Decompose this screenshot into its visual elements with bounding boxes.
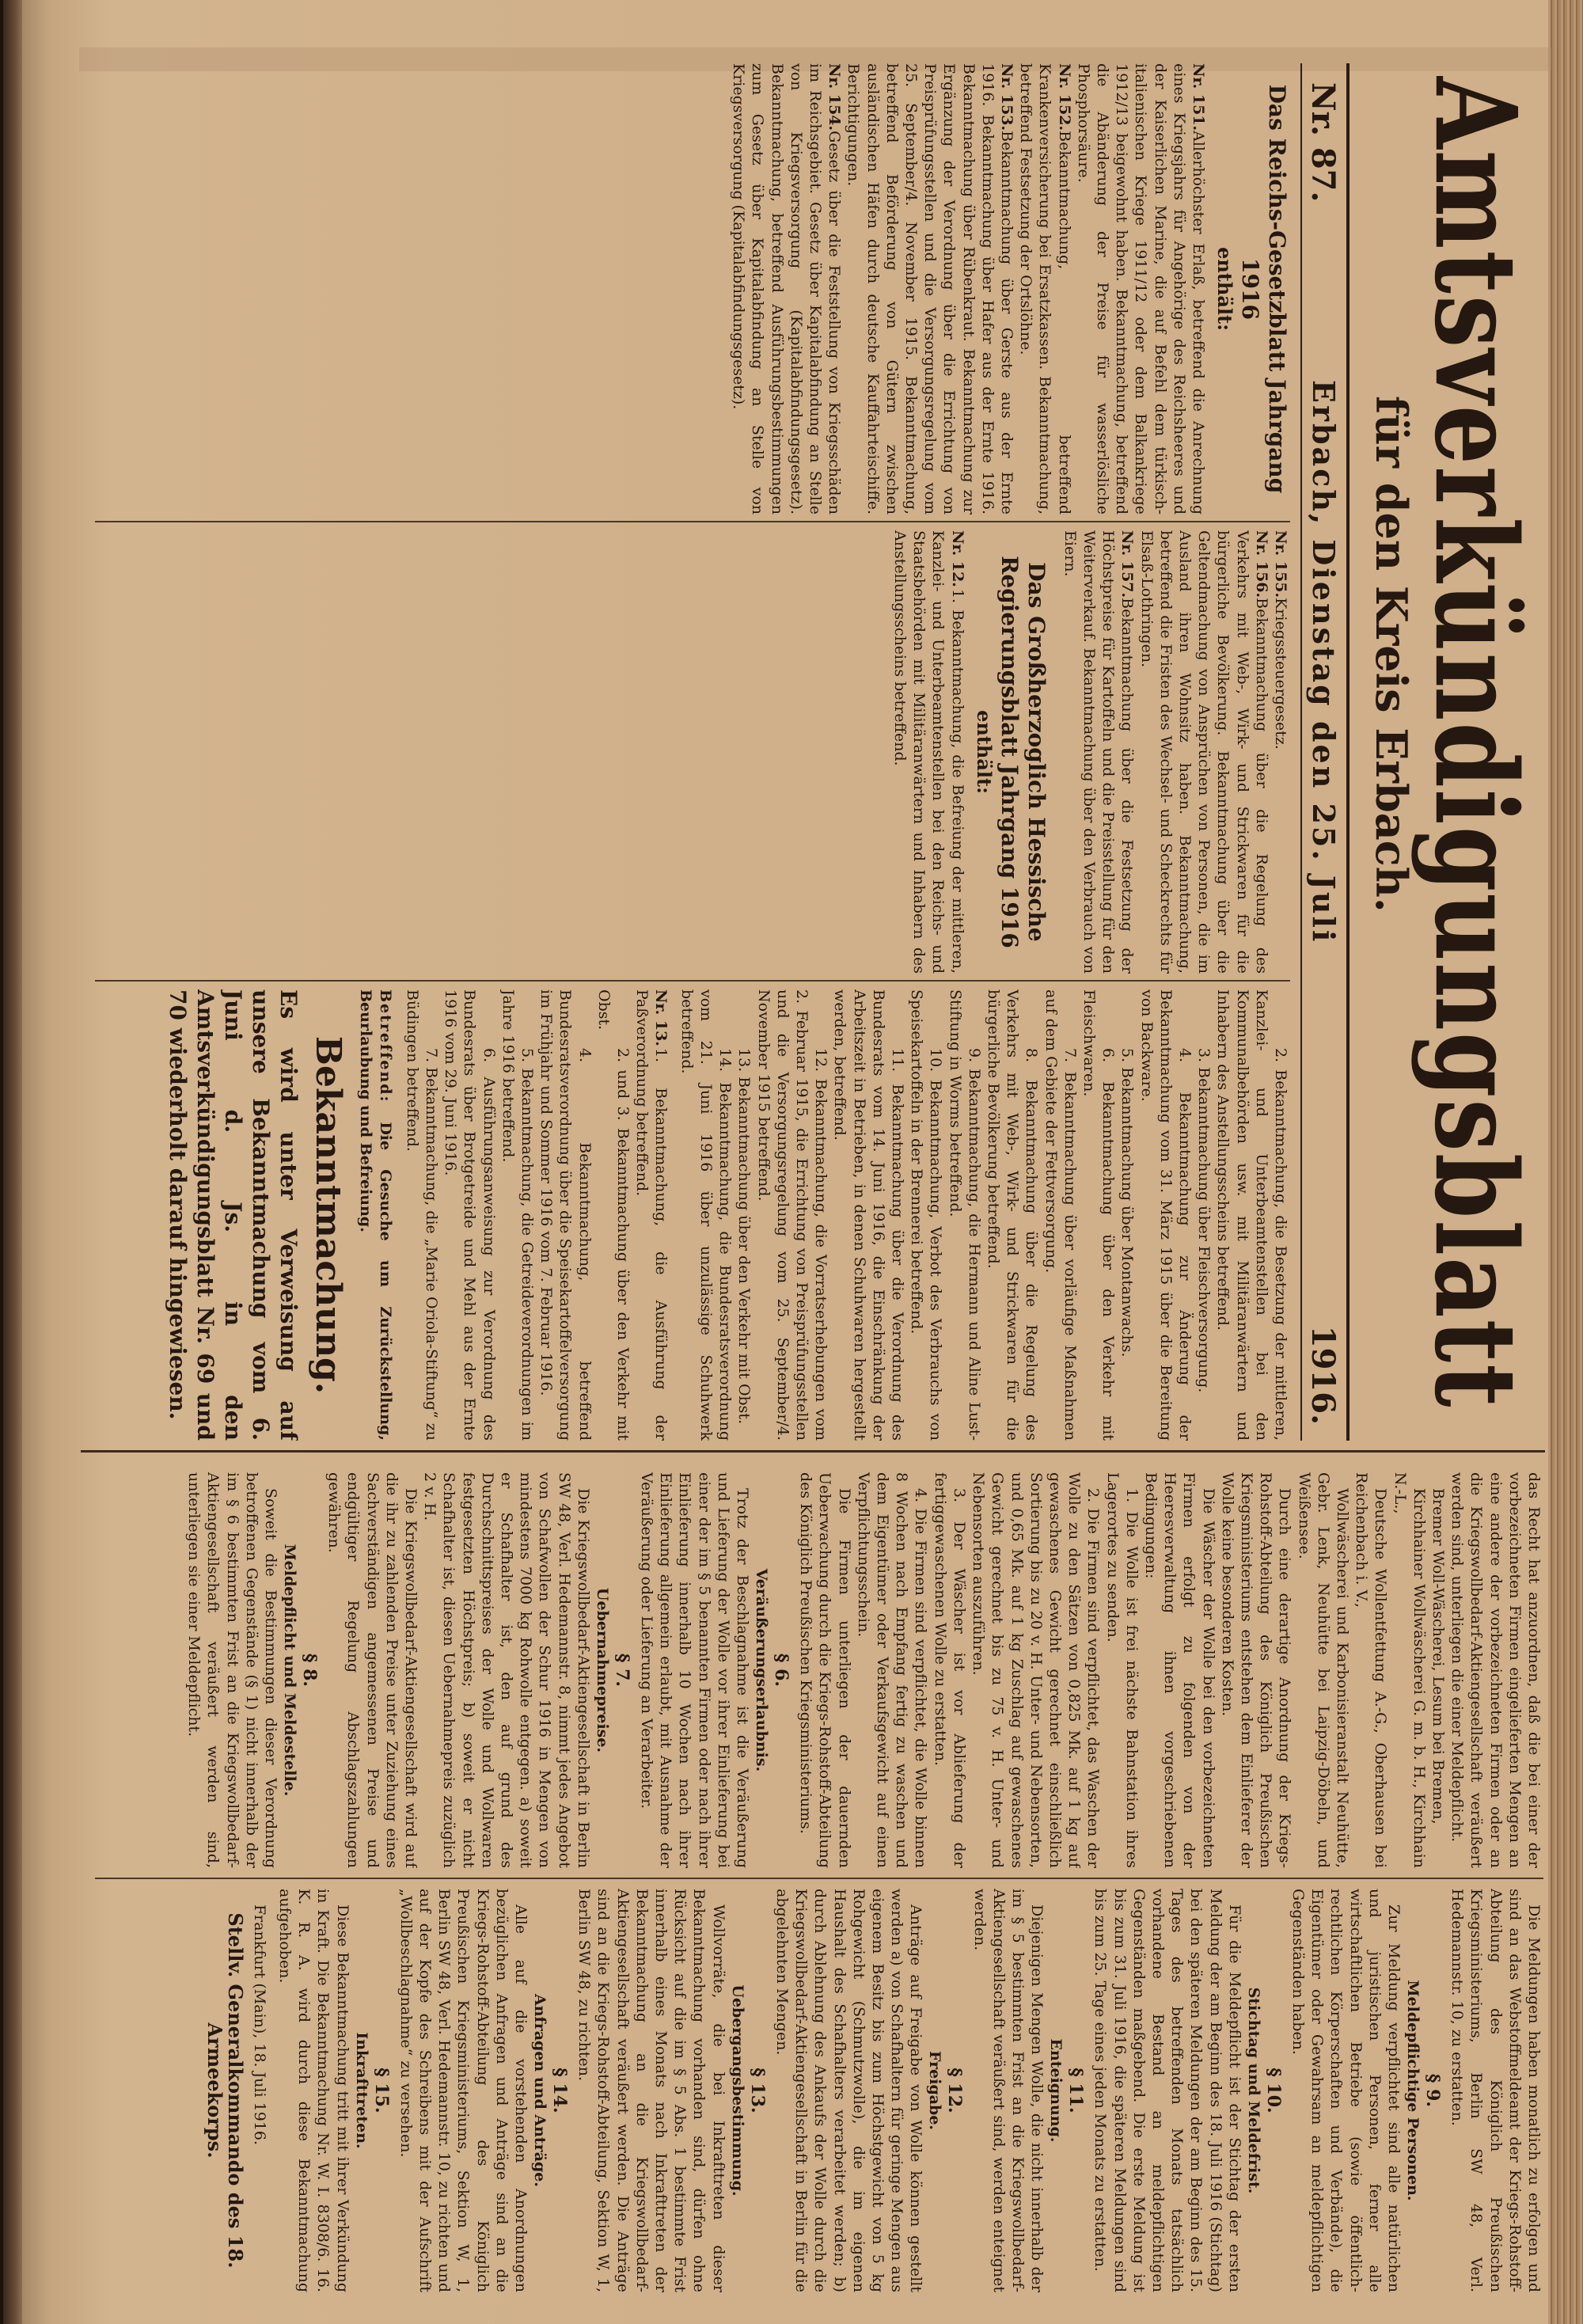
- wool-decree: [79, 1464, 1551, 2303]
- entry-number: Nr. 13.: [652, 989, 670, 1046]
- signature-authority: Stellv. Generalkommando des 18. Armeekorps.: [203, 1912, 247, 2269]
- paragraph-15-title: Inkrafttreten.: [352, 2032, 370, 2149]
- paragraph-12-text: Anträge auf Freigabe von Wolle können gestellt werden a) von Schafhaltern für geringe Mengen aus eigenem Besitz bis zum Höchstgewicht von 5 kg Rohgewicht (Schmutzwolle), die im eigenen Haushalt des Schafhalters verarbeitet werden; b) durch Ablehnung des Ankaufs der Wolle durch die Kriegswollbedarf-Aktiengesellschaft in Berlin für die abgelehnten Mengen.: [773, 1889, 925, 2292]
- paragraph-14-number: § 14.: [549, 2068, 571, 2113]
- entry-text: Bekanntmachung über Gerste aus der Ernte 1916. Bekanntmachung über Hafer aus der Ernte 1916. Bekanntmachung über Rübenkraut. Bekanntmachung zur Ergänzung der Verordnung über die Errichtung von Preisprüfungsstellen und die Versorgungsregelung vom 25. September/4. November 1915. Bekanntmachung, betreffend Beförderung von Gütern zwischen ausländischen Häfen durch deutsche Kauffahrteischiffe. Berichtigungen.: [845, 63, 1015, 515]
- decree-line: 4. Die Firmen sind verpflichtet, die Wolle binnen 8 Wochen nach Empfang fertig zu waschen und dem Eigentümer oder Verkaufsgewicht auf einen Verpflichtungsschein.: [854, 1472, 930, 1868]
- entry-text: Bekanntmachung, betreffend Krankenversicherung bei Ersatzkassen. Bekanntmachung, betreffend Festsetzung der Ortslöhne.: [1017, 63, 1073, 515]
- newspaper-page: [79, 47, 1551, 2305]
- binding-edge: [0, 0, 3, 2324]
- index-entry: [945, 989, 983, 1441]
- entry-text: 3. Bekanntmachung über Fleischversorgung.: [1195, 1048, 1213, 1393]
- index-entry: [1118, 989, 1137, 1441]
- decree-line: Wollwäscherei und Karbonisieranstalt Neuhütte, Gebr. Lenk, Neuhütte bei Laipzig-Döbeln, und Weißensee.: [1295, 1472, 1351, 1868]
- column-rule: [95, 521, 1290, 522]
- paragraph-7-title: Uebernahmepreise.: [593, 1587, 611, 1753]
- paragraph-9-title: Meldepflichtige Personen.: [1403, 1980, 1422, 2201]
- index-entry: [1074, 63, 1208, 515]
- entry-text: 6. Ausführungsanweisung zur Verordnung des Bundesrats über Brotgetreide und Mehl aus der Ernte 1916 vom 29. Juni 1916.: [442, 989, 498, 1441]
- decree-line: 1. Die Wolle ist frei nächste Bahnstation ihres Lagerortes zu senden.: [1103, 1472, 1141, 1868]
- paragraph-15-number: § 15.: [370, 2068, 392, 2113]
- paragraph-8-title: Meldepflicht und Meldestelle.: [281, 1544, 299, 1797]
- index-entry: [1137, 989, 1194, 1441]
- index-entry: [907, 989, 945, 1441]
- entry-text: 1. Bekanntmachung, die Ausführung der Paßverordnung betreffend.: [633, 989, 670, 1441]
- entry-text: 12. Bekanntmachung, die Vorratserhebungen vom 2. Februar 1915, die Errichtung von Preisprüfungsstellen und die Versorgungsregelung vom 25. September/4. November 1915 betreffend.: [754, 989, 830, 1441]
- place-date: Erbach, Dienstag den 25. Juli: [1306, 380, 1342, 944]
- reichs-entry-list-continued: [1061, 530, 1290, 974]
- entry-number: Nr. 153.: [997, 63, 1015, 131]
- binding-shadow: [0, 0, 22, 2324]
- index-entry: [729, 63, 844, 515]
- reichs-heading: Das Reichs-Gesetzblatt Jahrgang 1916: [1237, 84, 1290, 494]
- entry-text: Kriegssteuergesetz.: [1272, 598, 1289, 750]
- index-entry: [735, 989, 754, 1441]
- decree-intro: das Recht hat anzuordnen, daß die bei einer der vorbezeichneten Firmen eingelieferten Mengen an eine andere der vorbezeichneten Firmen oder an die Kriegswollbedarf-Aktiengesellschaft veräußert werden sind, unterliegen die einer Meldepflicht.: [1448, 1472, 1543, 1868]
- paragraph-12-number: § 12.: [944, 2068, 966, 2113]
- entry-text: 4. Bekanntmachung, betreffend Bundesratsverordnung über die Speisekartoffelversorgung im Frühjahr und Sommer 1916 vom 7. Februar 1916.: [537, 989, 594, 1441]
- decree-line: 3. Der Wäscher ist vor Ablieferung der fertiggewaschenen Wolle zu erstatten.: [931, 1472, 968, 1868]
- index-entry: [441, 989, 499, 1441]
- paragraph-7-text: Die Kriegswollbedarf-Aktiengesellschaft in Berlin SW 48, Verl. Hedemannstr. 8, nimmt jedes Angebot von Schafwollen der Schur 1916 in Mengen von mindestens 7000 kg Rohwolle entgegen. a) soweit er Schafhalter ist, den auf grund des Durchschnittspreises der Wolle und Wollwaren festgesetzten Höchstpreis; b) soweit er nicht Schafhalter ist, diesen Uebernahmepreis zuzüglich 2 v. H.: [421, 1472, 592, 1868]
- paragraph-8-text: Soweit die Bestimmungen dieser Verordnung betroffenen Gegenstände (§ 1) nicht innerhalb der im § 6 bestimmten Frist an die Kriegswollbedarf-Aktiengesellschaft veräußert werden sind, unterliegen sie einer Meldepflicht.: [185, 1472, 280, 1868]
- entry-text: 2. Bekanntmachung, die Besetzung der mittleren, Kanzlei- und Unterbeamtenstellen bei den Kommunalbehörden usw. mit Militäranwärtern und Inhabern des Anstellungsscheins betreffend.: [1214, 989, 1289, 1441]
- paragraph-8-continued: Die Meldungen haben monatlich zu erfolgen und sind an das Webstoffmeldeamt der Kriegs-Rohstoff-Abteilung des Königlich Preußischen Kriegsministeriums, Berlin SW 48, Verl. Hedemannstr. 10, zu erstatten.: [1448, 1889, 1543, 2292]
- entry-number: Nr. 12.: [948, 530, 966, 587]
- entry-text: 14. Bekanntmachung, die Bundesratsverordnung vom 21. Juni 1916 über unzulässige Schuhwerk betreffend.: [678, 989, 735, 1441]
- entry-number: Nr. 151.: [1190, 63, 1207, 131]
- entry-text: Gesetz über die Feststellung von Kriegsschäden im Reichsgebiet. Gesetz über Kapitalabfindung an Stelle von Kriegsversorgung (Kapitalabfindungsgesetz). Bekanntmachung, betreffend Ausführungsbestimmungen zum Gesetz über Kapitalabfindung an Stelle von Kriegsversorgung (Kapitalabfindungsgesetz).: [730, 63, 844, 515]
- index-entry: [1271, 530, 1290, 974]
- entry-number: Nr. 152.: [1055, 63, 1073, 131]
- index-entry: [1213, 989, 1290, 1441]
- index-entry: [844, 63, 1016, 515]
- paragraph-6-text: Trotz der Beschlagnahme ist die Veräußerung und Lieferung der Wolle vor ihrer Einlieferung bei einer der im § 5 benannten Firmen oder nach ihrer Einlieferung innerhalb 10 Wochen nach ihrer Einlieferung allgemein erlaubt, mit Ausnahme der Veräußerung oder Lieferung an Verarbeiter.: [638, 1472, 752, 1868]
- decree-column-1: [87, 1472, 1543, 1868]
- entry-text: 8. Bekanntmachung über die Regelung des Verkehrs mit Web-, Wirk- und Strickwaren für die bürgerliche Bevölkerung betreffend.: [984, 989, 1041, 1441]
- paragraph-10-number: § 10.: [1262, 2068, 1284, 2113]
- paragraph-13-title: Uebergangsbestimmung.: [728, 1984, 746, 2197]
- signature-place: Frankfurt (Main), 18. Juli 1916.: [250, 1904, 268, 2146]
- index-entry: [403, 989, 441, 1441]
- paragraph-7-extra: Die Kriegswollbedarf-Aktiengesellschaft wird auf die ihr zu zahlenden Preise unter Zuziehung eines Sachverständigen angemessenen Preise und endgültiger Regelung Abschlagszahlungen gewähren.: [325, 1472, 420, 1868]
- hessen-entry-list-continued: [678, 989, 1291, 1441]
- betreff-text: Die Gesuche um Zurückstellung, Beurlaubung und Befreiung.: [357, 989, 394, 1441]
- index-entry: [830, 989, 907, 1441]
- index-entry: [594, 989, 632, 1441]
- index-entry: [984, 989, 1042, 1441]
- paragraph-14-title: Anfragen und Anträge.: [531, 1993, 549, 2188]
- hessen-column-continued: [87, 989, 1290, 1441]
- entry-text: 5. Bekanntmachung, die Getreideverordnungen im Jahre 1916 betreffend.: [499, 989, 537, 1441]
- betreff-line: [356, 989, 394, 1441]
- page-title: Amtsverkündigungsblatt: [1410, 76, 1542, 1409]
- entry-number: Nr. 157.: [1118, 530, 1137, 598]
- entry-text: 11. Bekanntmachung über die Verordnung des Bundesrats vom 14. Juni 1916, die Einschränkung der Arbeitszeit in Betrieben, in denen Schuhwaren hergestellt werden, betreffend.: [831, 989, 906, 1441]
- masthead-area: [79, 47, 1551, 1449]
- decree-line: Bremer Woll-Wäscherei, Lesum bei Bremen,: [1429, 1488, 1447, 1825]
- entry-text: 9. Bekanntmachung, die Hermann und Aline Lust-Stiftung in Worms betreffend.: [946, 989, 983, 1441]
- decree-line: 2. Die Firmen sind verpflichtet, das Waschen der Wolle zu den Sätzen von 0,825 Mk. auf 1 kg auf gewaschenes Gewicht gerechnet einschließlich Sortierung bis zu 20 v. H. Unter- und Nebensorten, und 0,65 Mk. auf 1 kg Zuschlag auf gewaschenes Gewicht gerechnet bis zu 75 v. H. Unter- und Nebensorten auszuführen.: [970, 1472, 1103, 1868]
- reichs-subheading: enthält:: [1213, 247, 1236, 331]
- index-entry: [1137, 530, 1270, 974]
- reichs-column: [87, 63, 1290, 515]
- column-rule: [95, 1878, 1543, 1879]
- paragraph-11-title: Enteignung.: [1047, 2038, 1065, 2143]
- paragraph-8-number: § 8.: [299, 1653, 321, 1688]
- entry-text: Allerhöchster Erlaß, betreffend die Anrechnung eines Kriegsjahrs für Angehörige des Reichsheeres und der Kaiserlichen Marine, die auf Befehl dem türkisch-italienischen Kriege 1911/12 oder dem Balkankriege 1912/13 beigewohnt haben. Bekanntmachung, betreffend die Abänderung der Preise für wasserlösliche Phosphorsäure.: [1074, 63, 1207, 515]
- page-subtitle: für den Kreis Erbach.: [1366, 396, 1417, 913]
- index-entry: [537, 989, 594, 1441]
- entry-number: Nr. 155.: [1272, 530, 1289, 598]
- index-entry: [678, 989, 735, 1441]
- hessen-heading: Das Großherzoglich Hessische Regierungsblatt Jahrgang 1916: [996, 556, 1050, 948]
- issue-year: 1916.: [1304, 1325, 1342, 1425]
- entry-text: 13. Bekanntmachung über den Verkehr mit Obst.: [735, 1048, 754, 1425]
- entry-text: 1. Bekanntmachung, die Befreiung der mittleren, Kanzlei- und Unterbeamtenstellen bei den Reichs- und Staatsbehörden mit Militäranwärtern und Inhabern des Anstellungsscheins betreffend.: [890, 530, 966, 974]
- decree-line: Durch eine derartige Anordnung der Kriegs-Rohstoff-Abteilung des Königlich Preußischen Kriegsministeriums entstehen dem Einlieferer der Wolle keine besonderen Kosten.: [1218, 1472, 1294, 1868]
- index-entry: [1041, 989, 1079, 1441]
- index-entry: [632, 989, 670, 1441]
- paragraph-11-text: Diejenigen Mengen Wolle, die nicht innerhalb der im § 5 bestimmten Frist an die Kriegswollbedarf-Aktiengesellschaft veräußert sind, werden enteignet werden.: [970, 1889, 1046, 2292]
- notice-text: Es wird unter Verweisung auf unsere Bekanntmachung vom 6. Juni d. Js. in den Amtsverkündigungsblatt Nr. 69 und 70 wiederholt darauf hingewiesen.: [165, 989, 302, 1441]
- paragraph-7-number: § 7.: [611, 1653, 632, 1688]
- paragraph-11-number: § 11.: [1065, 2068, 1087, 2113]
- entry-text: Bekanntmachung über die Regelung des Verkehrs mit Web-, Wirk- und Strickwaren für die bürgerliche Bevölkerung. Bekanntmachung über die Geltendmachung von Ansprüchen von Personen, die im Ausland ihren Wohnsitz haben. Bekanntmachung, betreffend die Fristen des Wechsel- und Scheckrechts für Elsaß-Lothringen.: [1137, 530, 1270, 974]
- entry-text: 7. Bekanntmachung über vorläufige Maßnahmen auf dem Gebiete der Fettversorgung.: [1042, 989, 1079, 1441]
- entry-text: 2. und 3. Bekanntmachung über den Verkehr mit Obst.: [594, 989, 632, 1441]
- decree-line: Die Firmen unterliegen der dauernden Ueberwachung durch die Kriegs-Rohstoff-Abteilung des Königlich Preußischen Kriegsministeriums.: [797, 1472, 853, 1868]
- reichs-entry-list: [729, 63, 1208, 515]
- column-rule: [95, 980, 1290, 982]
- paragraph-15-text: Diese Bekanntmachung tritt mit ihrer Verkündung in Kraft. Die Bekanntmachung Nr. W. I. 8308/6. 16. K. R. A. wird durch diese Bekanntmachung aufgehoben.: [276, 1889, 351, 2292]
- hessen-entry-list-nr13: [403, 989, 671, 1441]
- hessen-subheading: enthält:: [972, 710, 996, 794]
- paragraph-12-title: Freigabe.: [926, 2050, 944, 2131]
- entry-number: Nr. 156.: [1252, 530, 1270, 598]
- notice-heading: Bekanntmachung.: [308, 1035, 349, 1395]
- paragraph-6-title: Veräußerungserlaubnis.: [753, 1568, 771, 1772]
- index-entry: [1016, 63, 1074, 515]
- page-edges: [1548, 0, 1583, 2324]
- paragraph-13-number: § 13.: [746, 2068, 768, 2113]
- paragraph-13-text: Wollvorräte, die bei Inkrafttreten dieser Bekanntmachung vorhanden sind, dürfen ohne Rücksicht auf die im § 5 Abs. 1 bestimmte Frist innerhalb eines Monats nach Inkrafttreten der Bekanntmachung an die Kriegswollbedarf-Aktiengesellschaft veräußert werden. Die Anträge sind an die Kriegs-Rohstoff-Abteilung, Sektion W, 1, Berlin SW 48, zu richten.: [575, 1889, 727, 2292]
- decree-column-2: [87, 1889, 1543, 2292]
- index-entry: [1194, 989, 1213, 1441]
- decree-line: Deutsche Wollentfettung A.-G., Oberhausen bei Reichenbach i. V.,: [1353, 1472, 1390, 1868]
- index-entry: [499, 989, 537, 1441]
- entry-text: 5. Bekanntmachung über Montanwachs.: [1118, 1048, 1137, 1358]
- entry-text: 10. Bekanntmachung, Verbot des Verbrauchs von Speisekartoffeln in der Brennerei betreffend.: [908, 989, 945, 1441]
- entry-text: Bekanntmachung über die Festsetzung der Höchstpreise für Kartoffeln und die Preisstellung für den Weiterverkauf. Bekanntmachung über den Verbrauch von Eiern.: [1061, 530, 1137, 974]
- paragraph-9-number: § 9.: [1422, 2073, 1443, 2108]
- paragraph-6-number: § 6.: [771, 1653, 792, 1688]
- index-entry: [1080, 989, 1118, 1441]
- decree-line: Kirchhainer Wollwäscherei G. m. b. H., Kirchhain N.-L.,: [1391, 1472, 1428, 1868]
- entry-number: Nr. 154.: [826, 63, 844, 131]
- paragraph-9-text: Zur Meldung verpflichtet sind alle natürlichen und juristischen Personen, ferner alle wirtschaftlichen Betriebe (sowie öffentlich-rechtlichen Körperschaften und Verbände), die Eigentümer oder Gewahrsam an meldepflichtigen Gegenständen haben.: [1289, 1889, 1403, 2292]
- issue-number: Nr. 87.: [1304, 82, 1342, 203]
- decree-line: Die Wäscher der Wolle bei den vorbezeichneten Firmen erfolgt zu folgenden von der Heeresverwaltung ihnen vorgeschriebenen Bedingungen:: [1141, 1472, 1217, 1868]
- dateline: [1300, 63, 1350, 1441]
- entry-text: 6. Bekanntmachung über den Verkehr mit Fleischwaren.: [1080, 989, 1118, 1441]
- paragraph-10-text: Für die Meldepflicht ist der Stichtag der ersten Meldung der am Beginn des 18. Juli 1916 (Stichtag) bei den späteren Meldungen der am Beginn des 15. Tages des betreffenden Monats tatsächlich vorhandene Bestand an meldepflichtigen Gegenständen maßgebend. Die erste Meldung ist bis zum 31. Juli 1916, die späteren Meldungen sind bis zum 25. Tage eines jeden Monats zu erstatten.: [1091, 1889, 1243, 2292]
- section-divider: [81, 1450, 1545, 1452]
- reichs-column-continued: [87, 530, 1290, 974]
- index-entry: [1061, 530, 1137, 974]
- entry-text: 7. Bekanntmachung, die „Marie Oriola-Stiftung“ zu Büdingen betreffend.: [403, 989, 441, 1441]
- paragraph-14-text: Alle auf die vorstehenden Anordnungen bezüglichen Anfragen und Anträge sind an die Kriegs-Rohstoff-Abteilung des Königlich Preußischen Kriegsministeriums, Sektion W, 1, Berlin SW 48, Verl. Hedemannstr. 10, zu richten und auf der Kopfe des Schreibens mit der Aufschrift „Wollbeschlagnahme“ zu versehen.: [397, 1889, 530, 2292]
- index-entry: [890, 530, 967, 974]
- hessen-entry-list: [890, 530, 967, 974]
- index-entry: [754, 989, 830, 1441]
- betreff-label: Betreffend:: [376, 989, 394, 1103]
- decree-firm-list: [796, 1472, 1448, 1868]
- entry-text: 4. Bekanntmachung zur Änderung der Bekanntmachung vom 31. März 1915 über die Bereitung von Backware.: [1137, 989, 1194, 1441]
- paragraph-10-title: Stichtag und Meldefrist.: [1244, 1987, 1262, 2194]
